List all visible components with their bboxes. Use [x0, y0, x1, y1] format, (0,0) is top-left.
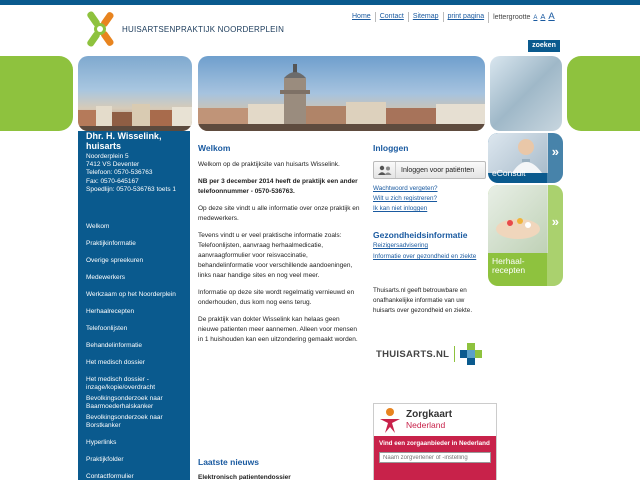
chevron-right-icon: »: [551, 214, 559, 229]
practice-logo-icon[interactable]: [78, 9, 122, 49]
practical-info-paragraph: Tevens vindt u er veel praktische informatie zoals: Telefoonlijsten, aanvraag herhaalmedicatie, aanvraagformulier voor reisvaccinatie, behandelinformatie voor verschillende aandoeningen, links naar handige sites en nog veel meer.: [198, 232, 353, 279]
menu-item-overige-spreekuren[interactable]: Overige spreekuren: [86, 257, 144, 264]
herhaalrecepten-label: Herhaal- recepten: [492, 256, 526, 275]
new-patients-paragraph: De praktijk van dokter Wisselink kan helaas geen nieuwe patienten meer aannemen. Alleen voor mensen in 1 huishouden kan een uitzondering gemaakt worden.: [198, 316, 358, 343]
zorgkaart-search-panel: [374, 436, 496, 480]
nav-contact-link[interactable]: Contact: [375, 12, 408, 22]
banner-photo-center: [198, 56, 485, 131]
menu-item-behandelinformatie[interactable]: Behandelinformatie: [86, 342, 143, 349]
menu-item-medisch-dossier[interactable]: Het medisch dossier: [86, 359, 145, 366]
zorgkaart-brand: [406, 410, 452, 430]
left-sidebar: [78, 131, 190, 480]
church-tower-illustration: [198, 56, 485, 131]
menu-item-praktijkinformatie[interactable]: Praktijkinformatie: [86, 240, 136, 247]
forgot-password-link[interactable]: Wachtwoord vergeten?: [373, 185, 438, 192]
address-phone: Telefoon: 0570-536763: [86, 169, 153, 177]
font-size-small-link[interactable]: A: [533, 14, 538, 21]
zorgkaart-figure-icon: [378, 407, 402, 433]
menu-item-bvo-baarmoederhalskanker[interactable]: Bevolkingsonderzoek naar Baarmoederhalskanker: [86, 395, 163, 410]
health-links: [373, 240, 485, 262]
login-links: [373, 184, 438, 214]
main-content: [198, 143, 362, 352]
menu-item-medewerkers[interactable]: Medewerkers: [86, 274, 126, 281]
thuisarts-cross-icon: [460, 343, 482, 365]
menu-item-praktijkfolder[interactable]: Praktijkfolder: [86, 456, 124, 463]
zorgkaart-widget: [373, 403, 497, 480]
page-title: Welkom: [198, 143, 231, 153]
top-bar: [0, 0, 640, 5]
font-size-control: [488, 12, 555, 23]
zorgkaart-header: [374, 404, 496, 436]
zorgkaart-search-input[interactable]: [379, 452, 491, 463]
herhaalrecepten-photo: [488, 185, 548, 253]
zorgkaart-brand-line2: Nederland: [406, 420, 446, 430]
address-fax: Fax: 0570-645167: [86, 177, 139, 185]
menu-item-telefoonlijsten[interactable]: Telefoonlijsten: [86, 325, 128, 332]
intro-paragraph: Welkom op de praktijksite van huisarts Wisselink.: [198, 161, 340, 168]
chevron-right-icon: »: [551, 144, 559, 159]
herhaalrecepten-strip: [547, 185, 563, 286]
menu-item-herhaalrecepten[interactable]: Herhaalrecepten: [86, 308, 135, 315]
travel-advice-link[interactable]: Reizigersadvisering: [373, 242, 428, 249]
font-size-label: lettergrootte: [493, 13, 531, 21]
update-paragraph: Informatie op deze site wordt regelmatig vernieuwd en onderhouden, dus kom nog eens terug.: [198, 289, 355, 306]
address-emergency: Spoedlijn: 0570-536763 toets 1: [86, 185, 176, 193]
info-paragraph: Op deze site vindt u alle informatie over onze praktijk en medewerkers.: [198, 205, 360, 222]
thuisarts-wordmark: THUISARTS.NL: [376, 348, 450, 360]
decor-green-right: [567, 56, 640, 131]
econsult-tile[interactable]: [488, 133, 563, 183]
nav-home-link[interactable]: Home: [352, 13, 371, 20]
menu-item-hyperlinks[interactable]: Hyperlinks: [86, 439, 117, 446]
banner-photo-left: [78, 56, 192, 131]
thuisarts-separator: [454, 346, 455, 362]
sidebar-menu: [86, 223, 188, 480]
menu-item-medisch-dossier-inzage[interactable]: Het medisch dossier - inzage/kopie/overdracht: [86, 376, 156, 391]
health-info-link[interactable]: Informatie over gezondheid en ziekte: [373, 253, 477, 260]
thuisarts-logo[interactable]: [376, 342, 486, 366]
patient-login-button[interactable]: [373, 161, 486, 179]
cannot-login-link[interactable]: Ik kan niet inloggen: [373, 205, 428, 212]
users-icon: [374, 162, 396, 178]
search-button[interactable]: zoeken: [528, 40, 560, 52]
register-link[interactable]: Wilt u zich registreren?: [373, 195, 438, 202]
houses-illustration: [78, 96, 192, 131]
nav-print-link[interactable]: print pagina: [443, 12, 489, 22]
news-item[interactable]: Elektronisch patientendossier: [198, 474, 291, 480]
news-title: Laatste nieuws: [198, 457, 259, 467]
site-title: HUISARTSENPRAKTIJK NOORDERPLEIN: [122, 25, 285, 34]
menu-item-bvo-borstkanker[interactable]: Bevolkingsonderzoek naar Borstkanker: [86, 414, 163, 429]
thuisarts-description: Thuisarts.nl geeft betrouwbare en onafhankelijke informatie van uw huisarts over gezondheid en ziekte.: [373, 287, 473, 314]
zorgkaart-brand-line1: Zorgkaart: [406, 409, 453, 420]
health-info-title: Gezondheidsinformatie: [373, 230, 468, 240]
font-size-large-link[interactable]: A: [548, 10, 555, 22]
zorgkaart-question: Vind een zorgaanbieder in Nederland: [379, 440, 490, 447]
menu-item-welkom[interactable]: Welkom: [86, 223, 110, 230]
nav-sitemap-link[interactable]: Sitemap: [408, 12, 443, 22]
address-street: Noorderplein 5: [86, 153, 129, 160]
menu-item-werkzaam-noorderplein[interactable]: Werkzaam op het Noorderplein: [86, 291, 176, 298]
font-size-medium-link[interactable]: A: [540, 11, 546, 21]
top-navigation: [348, 11, 555, 23]
herhaalrecepten-tile[interactable]: [488, 185, 563, 286]
menu-item-contactformulier[interactable]: Contactformulier: [86, 473, 134, 480]
doctor-name: Dhr. H. Wisselink, huisarts: [86, 131, 162, 151]
patient-login-label: Inloggen voor patiënten: [401, 166, 475, 174]
address-city: 7412 VS Deventer: [86, 161, 140, 169]
phone-notice: NB per 3 december 2014 heeft de praktijk een ander telefoonnummer - 0570-536763.: [198, 178, 358, 195]
econsult-photo: [488, 133, 548, 173]
practice-address: [86, 153, 176, 194]
econsult-label: eConsult: [492, 168, 526, 178]
decor-green-left: [0, 56, 73, 131]
login-title: Inloggen: [373, 143, 409, 153]
banner-photo-right: [490, 56, 562, 131]
